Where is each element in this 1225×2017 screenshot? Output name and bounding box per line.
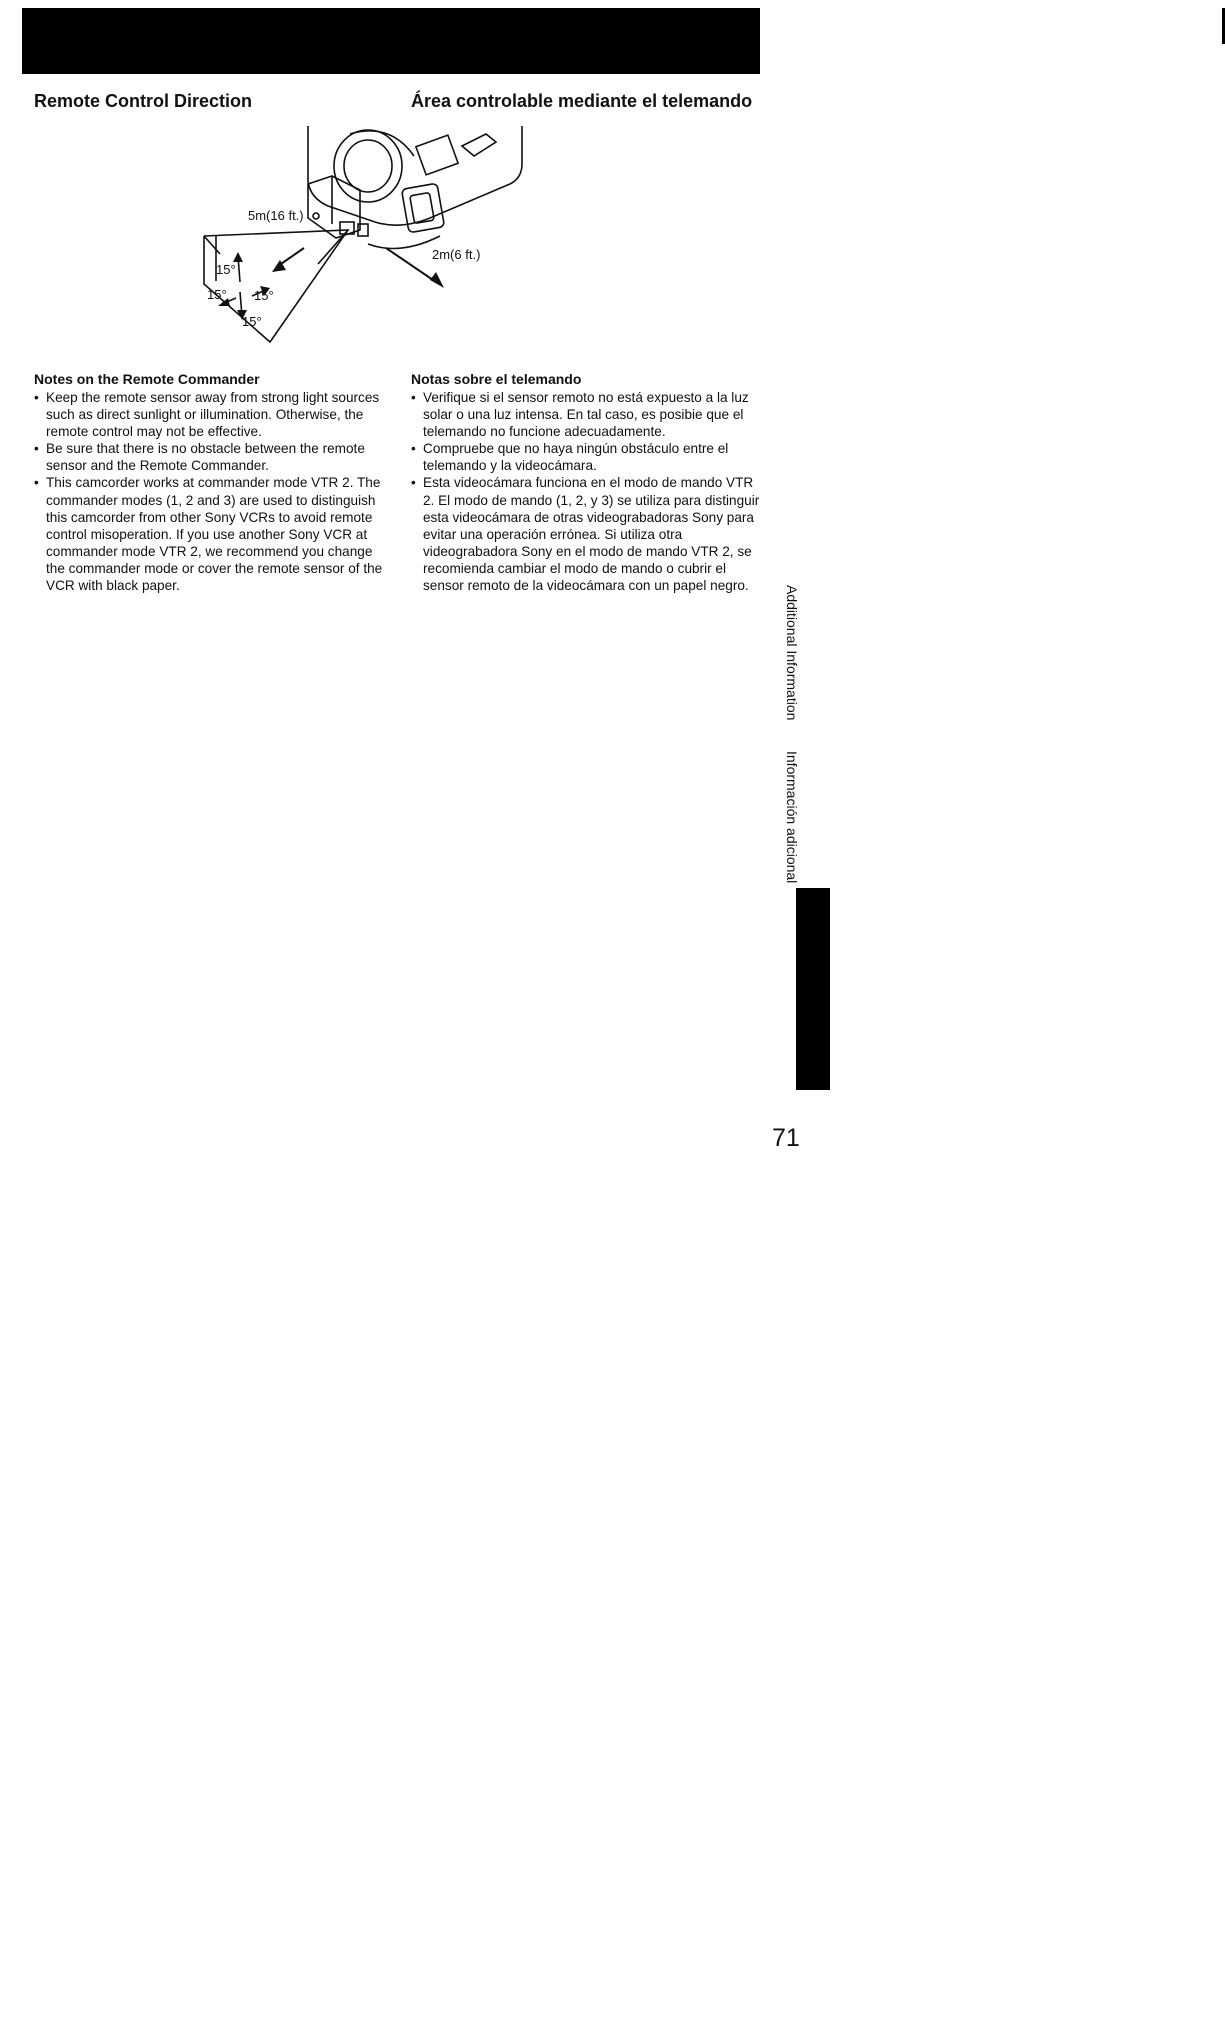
list-item-text: Compruebe que no haya ningún obstáculo entre el telemando y la videocámara. <box>423 441 729 474</box>
angle-bottom-label: 15° <box>242 314 262 329</box>
camcorder-display <box>416 135 458 175</box>
angle-top-label: 15° <box>216 262 236 277</box>
bullet: • <box>34 475 39 491</box>
side-tab-english: Additional Information <box>784 585 800 721</box>
notes-spanish <box>411 371 761 594</box>
distance-5m-label: 5m(16 ft.) <box>248 208 304 223</box>
bullet: • <box>411 390 416 405</box>
list-item-text: This camcorder works at commander mode VTR 2. The commander modes (1, 2 and 3) are used to distinguish this camcorder from other Sony VCRs to avoid remote control misoperation. If you use another Sony VCR at commander mode VTR 2, we recommend you change the commander mode or cover the remote sensor of the VCR with black paper. <box>46 475 383 594</box>
list-item <box>411 389 761 440</box>
list-item-text: Be sure that there is no obstacle between the remote sensor and the Remote Commander. <box>46 441 365 474</box>
distance-2m-label: 2m(6 ft.) <box>432 247 481 262</box>
remote-control-direction-figure <box>200 126 540 351</box>
section-title-spanish: Área controlable mediante el telemando <box>411 91 753 111</box>
page-number: 71 <box>772 1124 800 1152</box>
side-tab-spanish: Información adicional <box>784 751 800 884</box>
notes-spanish-heading: Notas sobre el telemando <box>411 371 582 387</box>
notes-english-list <box>34 389 390 594</box>
bullet: • <box>34 390 39 405</box>
notes-spanish-list <box>411 389 761 594</box>
angle-right-label: 15° <box>254 288 274 303</box>
bullet: • <box>411 475 416 491</box>
header-bar <box>22 8 760 74</box>
side-tab-marker <box>796 888 830 1090</box>
list-item <box>411 440 761 474</box>
section-title-english: Remote Control Direction <box>34 91 253 111</box>
notes-english-heading: Notes on the Remote Commander <box>34 371 260 387</box>
list-item <box>34 440 390 474</box>
list-item-text: Keep the remote sensor away from strong light sources such as direct sunlight or illumination. Otherwise, the remote control may not be effective. <box>46 390 380 440</box>
list-item-text: Verifique si el sensor remoto no está expuesto a la luz solar o una luz intensa. En tal caso, es posibie que el telemando no funcione adecuadamente. <box>423 390 749 440</box>
bullet: • <box>34 441 39 457</box>
bullet: • <box>411 441 416 457</box>
side-tab <box>776 585 806 890</box>
list-item <box>34 474 390 594</box>
angle-left-label: 15° <box>207 287 227 302</box>
notes-english <box>34 371 390 594</box>
list-item <box>411 474 761 594</box>
camcorder-body <box>308 126 522 225</box>
list-item-text: Esta videocámara funciona en el modo de mando VTR 2. El modo de mando (1, 2, y 3) se utiliza para distinguir esta videocámara de otras videograbadoras Sony para evitar una operación errónea. Si utiliza otra videograbadora Sony en el modo de mando VTR 2, se recomienda cambiar el modo de mando o cubrir el sensor remoto de la videocámara con un papel negro. <box>423 475 760 594</box>
list-item <box>34 389 390 440</box>
detection-cone <box>204 230 348 342</box>
